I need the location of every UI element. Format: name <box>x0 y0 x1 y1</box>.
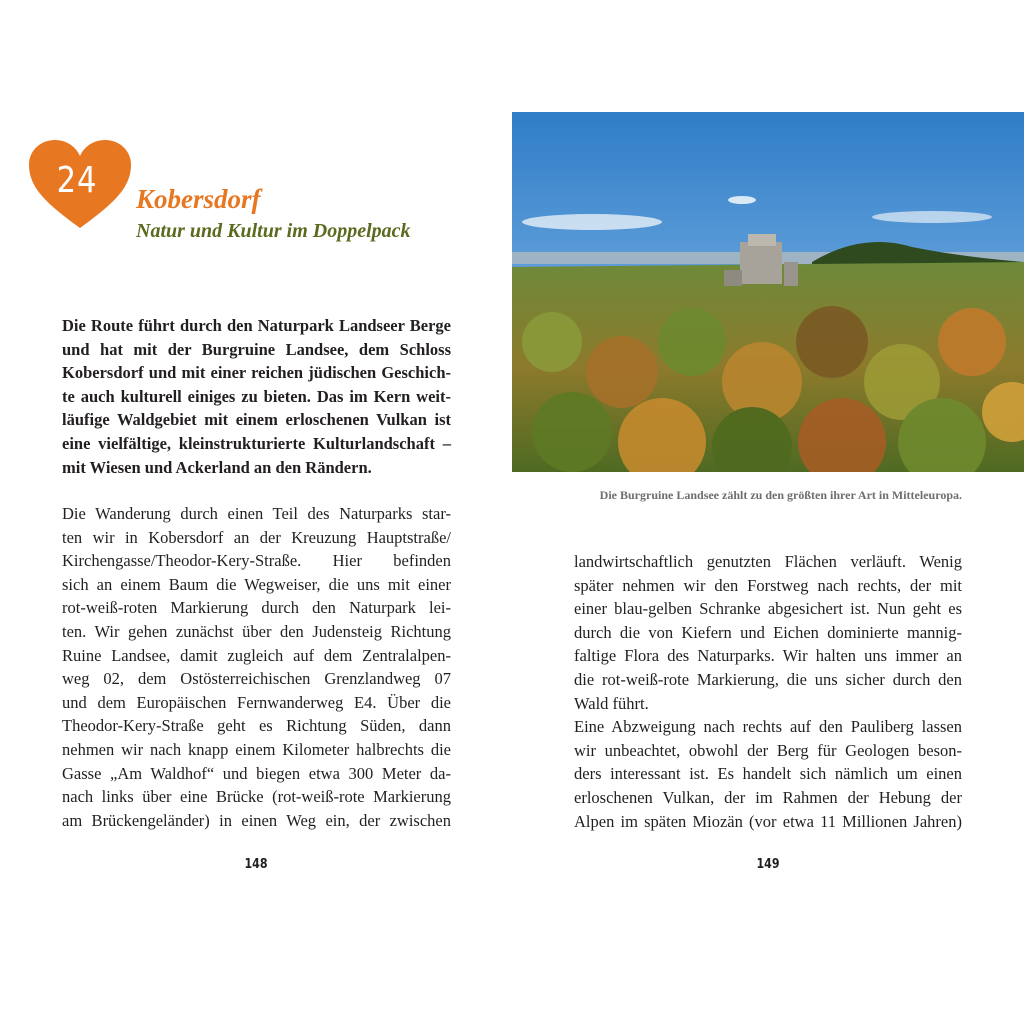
page-number-right: 149 <box>756 857 780 872</box>
body-line: durch die von Kiefern und Eichen dominierte mannig- <box>574 622 962 642</box>
body-line: und dem Europäischen Fernwanderweg E4. Über die <box>62 692 451 712</box>
body-line: Ruine Landsee, damit zugleich auf dem Zentralalpen- <box>62 645 451 665</box>
body-line: Wald führt. <box>574 693 649 713</box>
body-text-left <box>62 502 451 832</box>
intro-line: Kobersdorf und mit einer reichen jüdischen Geschich- <box>62 363 451 383</box>
intro-line: und hat mit der Burgruine Landsee, dem Schloss <box>62 339 451 359</box>
body-line: Kirchengasse/Theodor-Kery-Straße. Hier befinden <box>62 551 451 571</box>
body-line: ders interessant ist. Es handelt sich nämlich um einen <box>574 764 962 784</box>
body-line: landwirtschaftlich genutzten Flächen verläuft. Wenig <box>574 552 962 571</box>
body-line: wir unbeachtet, obwohl der Berg für Geologen beson- <box>574 740 962 760</box>
body-line: am Brückengeländer) in einen Weg ein, der zwischen <box>62 810 451 830</box>
intro-line: Die Route führt durch den Naturpark Landseer Berge <box>62 316 451 335</box>
body-line: später nehmen wir den Forstweg nach rechts, der mit <box>574 575 962 595</box>
castle-ruin-photo-icon <box>512 112 1024 472</box>
intro-line: mit Wiesen und Ackerland an den Rändern. <box>62 457 372 477</box>
intro-line: eine vielfältige, kleinstrukturierte Kulturlandschaft – <box>62 433 451 453</box>
body-line: nehmen wir nach knapp einem Kilometer halbrechts die <box>62 739 451 759</box>
intro-line: te auch kulturell einiges zu bieten. Das im Kern weit- <box>62 386 451 406</box>
body-line: Theodor-Kery-Straße geht es Richtung Süden, dann <box>62 716 451 736</box>
photo-caption: Die Burgruine Landsee zählt zu den größten ihrer Art in Mitteleuropa. <box>599 488 962 502</box>
body-line: Gasse „Am Waldhof“ und biegen etwa 300 Meter da- <box>62 763 451 783</box>
page-number-left: 148 <box>244 857 268 872</box>
body-line: rot-weiß-roten Markierung durch den Naturpark lei- <box>62 598 451 618</box>
chapter-title: Kobersdorf <box>136 184 261 214</box>
body-line: Alpen im späten Miozän (vor etwa 11 Millionen Jahren) <box>574 811 962 831</box>
body-line: ten wir in Kobersdorf an der Kreuzung Hauptstraße/ <box>62 527 451 547</box>
body-line: erloschenen Vulkan, der im Rahmen der Hebung der <box>574 787 962 807</box>
right-page <box>512 0 1024 1024</box>
body-line: die rot-weiß-rote Markierung, die uns sicher durch den <box>574 669 962 689</box>
body-line: einer blau-gelben Schranke abgesichert ist. Nun geht es <box>574 599 962 619</box>
body-line: sich an einem Baum die Wegweiser, die uns mit einer <box>62 574 451 594</box>
landscape-photo <box>512 112 1024 472</box>
intro-paragraph <box>62 314 451 479</box>
heart-badge <box>27 138 133 230</box>
intro-line: läufige Waldgebiet mit einem erloschenen Vulkan ist <box>62 410 451 430</box>
chapter-subtitle: Natur und Kultur im Doppelpack <box>136 220 411 242</box>
body-line: weg 02, dem Ostösterreichischen Grenzlandweg 07 <box>62 669 451 689</box>
chapter-number: 24 <box>56 160 98 201</box>
body-line: Die Wanderung durch einen Teil des Naturparks star- <box>62 504 451 523</box>
body-line: ten. Wir gehen zunächst über den Judensteig Richtung <box>62 621 451 641</box>
body-text-right <box>574 550 962 833</box>
body-line: faltige Flora des Naturparks. Wir halten uns immer an <box>574 646 962 666</box>
body-line: Eine Abzweigung nach rechts auf den Pauliberg lassen <box>574 717 962 737</box>
body-line: nach links über eine Brücke (rot-weiß-rote Markierung <box>62 787 451 807</box>
